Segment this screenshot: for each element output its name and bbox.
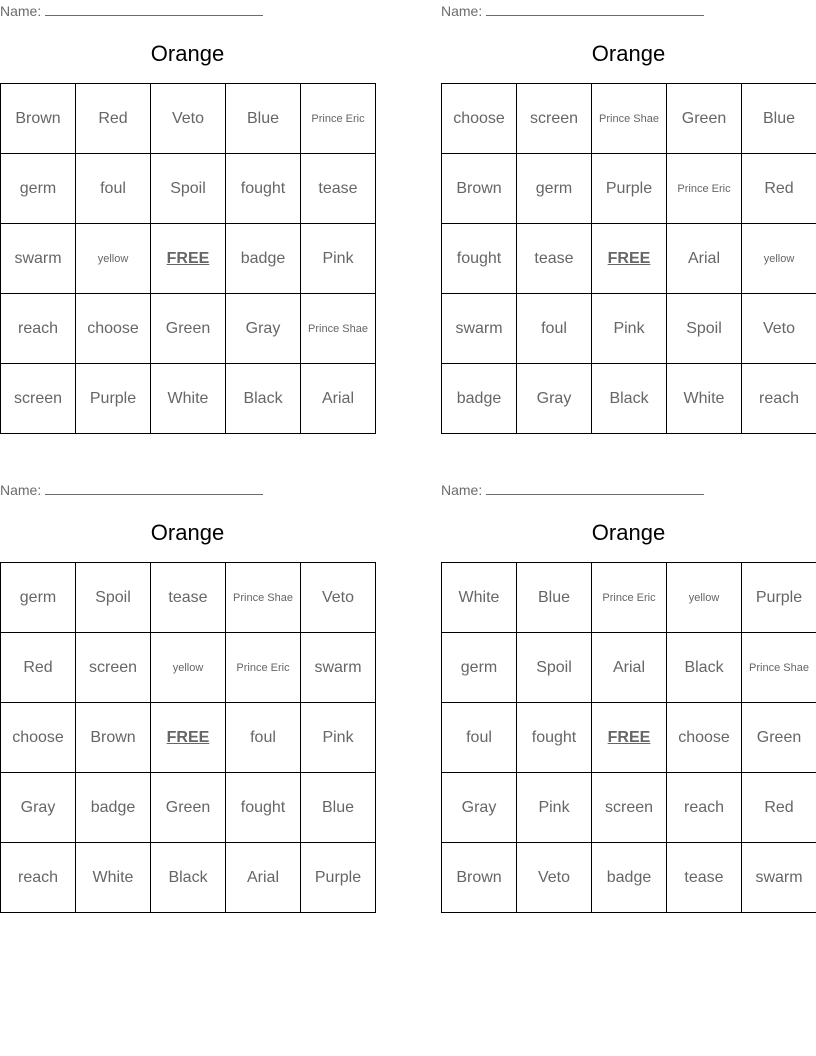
bingo-cell: swarm: [1, 224, 76, 294]
bingo-cell: Gray: [1, 773, 76, 843]
name-field: [0, 3, 263, 19]
bingo-cell: tease: [517, 224, 592, 294]
grid-row: [442, 773, 816, 843]
grid-row: [442, 703, 816, 773]
bingo-cell: screen: [1, 364, 76, 434]
bingo-cell: Green: [742, 703, 816, 773]
bingo-cell: Veto: [517, 843, 592, 913]
bingo-cell: foul: [76, 154, 151, 224]
bingo-cell: Pink: [517, 773, 592, 843]
bingo-cell: Spoil: [517, 633, 592, 703]
bingo-cell: Red: [742, 773, 816, 843]
bingo-cell: Blue: [301, 773, 376, 843]
bingo-cell: Arial: [667, 224, 742, 294]
bingo-grid: [441, 562, 816, 913]
free-space: FREE: [151, 224, 226, 294]
grid-row: [442, 563, 816, 633]
grid-row: [1, 84, 376, 154]
grid-row: [442, 843, 816, 913]
bingo-cell: Veto: [742, 294, 816, 364]
bingo-cell: Prince Eric: [226, 633, 301, 703]
bingo-cell: Spoil: [667, 294, 742, 364]
bingo-cell: Spoil: [151, 154, 226, 224]
name-blank-line: [45, 482, 263, 495]
name-label: Name:: [0, 482, 42, 498]
bingo-cell: Green: [151, 294, 226, 364]
bingo-cell: Prince Eric: [667, 154, 742, 224]
bingo-cell: swarm: [742, 843, 816, 913]
name-field: [441, 3, 704, 19]
name-blank-line: [486, 3, 704, 16]
bingo-cell: yellow: [667, 563, 742, 633]
bingo-cell: Purple: [742, 563, 816, 633]
bingo-cell: fought: [517, 703, 592, 773]
bingo-cell: choose: [442, 84, 517, 154]
bingo-cell: Gray: [517, 364, 592, 434]
name-blank-line: [486, 482, 704, 495]
bingo-cell: Blue: [742, 84, 816, 154]
grid-row: [1, 773, 376, 843]
free-space: FREE: [592, 224, 667, 294]
bingo-cell: Prince Shae: [301, 294, 376, 364]
bingo-cell: Green: [151, 773, 226, 843]
bingo-grid: [0, 562, 376, 913]
bingo-cell: tease: [301, 154, 376, 224]
bingo-cell: tease: [151, 563, 226, 633]
bingo-cell: swarm: [442, 294, 517, 364]
bingo-cell: Pink: [592, 294, 667, 364]
grid-row: [442, 294, 816, 364]
grid-row: [1, 294, 376, 364]
bingo-cell: Blue: [226, 84, 301, 154]
bingo-cell: Prince Shae: [742, 633, 816, 703]
bingo-cell: foul: [517, 294, 592, 364]
bingo-cell: reach: [742, 364, 816, 434]
bingo-cell: Purple: [301, 843, 376, 913]
bingo-cell: reach: [1, 843, 76, 913]
grid-row: [442, 154, 816, 224]
bingo-cell: Prince Shae: [226, 563, 301, 633]
bingo-cell: Green: [667, 84, 742, 154]
grid-row: [1, 633, 376, 703]
bingo-cell: reach: [1, 294, 76, 364]
bingo-cell: Purple: [592, 154, 667, 224]
bingo-cell: Arial: [592, 633, 667, 703]
bingo-cell: badge: [226, 224, 301, 294]
bingo-cell: tease: [667, 843, 742, 913]
bingo-cell: Pink: [301, 703, 376, 773]
bingo-cell: White: [151, 364, 226, 434]
card-title: Orange: [591, 41, 666, 66]
bingo-cell: Blue: [517, 563, 592, 633]
bingo-cell: Spoil: [76, 563, 151, 633]
bingo-cell: screen: [76, 633, 151, 703]
free-space: FREE: [592, 703, 667, 773]
bingo-cell: Black: [226, 364, 301, 434]
bingo-cell: Purple: [76, 364, 151, 434]
bingo-cell: Arial: [301, 364, 376, 434]
bingo-cell: swarm: [301, 633, 376, 703]
card-title: Orange: [150, 520, 225, 545]
bingo-cell: yellow: [151, 633, 226, 703]
bingo-cell: yellow: [742, 224, 816, 294]
free-space: FREE: [151, 703, 226, 773]
card-title: Orange: [150, 41, 225, 66]
bingo-cell: Pink: [301, 224, 376, 294]
grid-row: [442, 364, 816, 434]
grid-row: [442, 633, 816, 703]
bingo-cell: yellow: [76, 224, 151, 294]
bingo-cell: Prince Shae: [592, 84, 667, 154]
bingo-cell: Gray: [226, 294, 301, 364]
bingo-cell: fought: [442, 224, 517, 294]
card-title: Orange: [591, 520, 666, 545]
bingo-cell: foul: [226, 703, 301, 773]
bingo-cell: Prince Eric: [592, 563, 667, 633]
bingo-cell: White: [667, 364, 742, 434]
grid-row: [1, 703, 376, 773]
bingo-cell: choose: [667, 703, 742, 773]
bingo-cell: Prince Eric: [301, 84, 376, 154]
name-field: [0, 482, 263, 498]
name-label: Name:: [441, 482, 483, 498]
bingo-cell: Red: [76, 84, 151, 154]
bingo-cell: Veto: [301, 563, 376, 633]
grid-row: [442, 84, 816, 154]
bingo-cell: fought: [226, 154, 301, 224]
bingo-cell: choose: [1, 703, 76, 773]
name-label: Name:: [0, 3, 42, 19]
bingo-cell: fought: [226, 773, 301, 843]
bingo-cell: germ: [517, 154, 592, 224]
bingo-cell: Red: [1, 633, 76, 703]
bingo-cell: germ: [1, 154, 76, 224]
bingo-cell: germ: [1, 563, 76, 633]
bingo-cell: foul: [442, 703, 517, 773]
bingo-grid: [441, 83, 816, 434]
bingo-cell: Brown: [1, 84, 76, 154]
grid-row: [1, 843, 376, 913]
bingo-cell: badge: [592, 843, 667, 913]
bingo-cell: reach: [667, 773, 742, 843]
bingo-cell: Gray: [442, 773, 517, 843]
grid-row: [1, 563, 376, 633]
bingo-cell: Red: [742, 154, 816, 224]
bingo-cell: White: [76, 843, 151, 913]
bingo-cell: germ: [442, 633, 517, 703]
name-blank-line: [45, 3, 263, 16]
bingo-cell: Black: [151, 843, 226, 913]
bingo-cell: Brown: [442, 843, 517, 913]
bingo-cell: Brown: [442, 154, 517, 224]
bingo-cell: Black: [592, 364, 667, 434]
bingo-cell: screen: [592, 773, 667, 843]
grid-row: [1, 224, 376, 294]
grid-row: [442, 224, 816, 294]
bingo-cell: Black: [667, 633, 742, 703]
name-label: Name:: [441, 3, 483, 19]
bingo-cell: screen: [517, 84, 592, 154]
grid-row: [1, 154, 376, 224]
bingo-cell: White: [442, 563, 517, 633]
bingo-cell: Arial: [226, 843, 301, 913]
bingo-cell: Brown: [76, 703, 151, 773]
bingo-grid: [0, 83, 376, 434]
name-field: [441, 482, 704, 498]
bingo-cell: choose: [76, 294, 151, 364]
bingo-cell: badge: [442, 364, 517, 434]
bingo-cell: Veto: [151, 84, 226, 154]
grid-row: [1, 364, 376, 434]
bingo-cell: badge: [76, 773, 151, 843]
